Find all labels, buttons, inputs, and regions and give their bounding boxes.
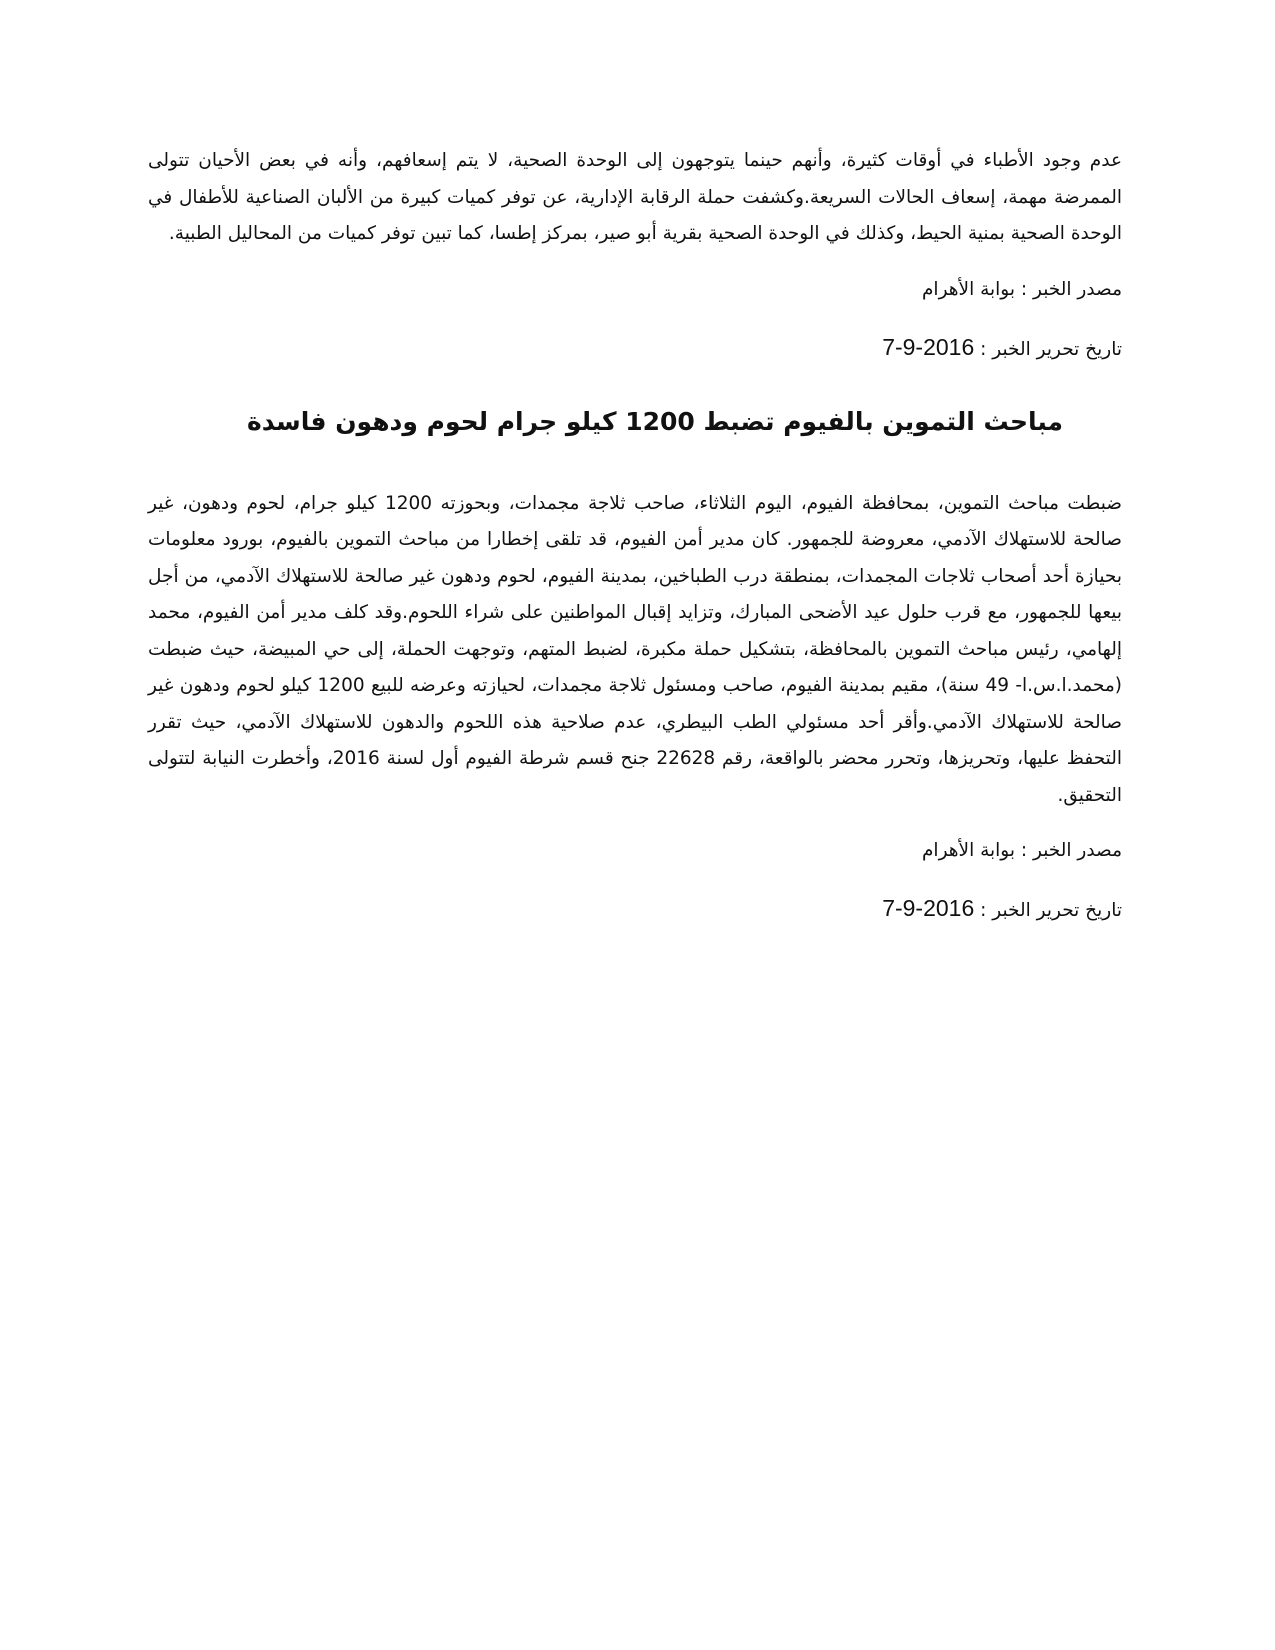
article-2-body: ضبطت مباحث التموين، بمحافظة الفيوم، اليوم الثلاثاء، صاحب ثلاجة مجمدات، وبحوزته 1200 كيلو جرام، لحوم ودهون، غير صالحة للاستهلاك الآدمي، معروضة للجمهور. كان مدير أمن الفيوم، قد تلقى إخطارا من مباحث التموين بالفيوم، بورود معلومات بحيازة أحد أصحاب ثلاجات المجمدات، بمنطقة درب الطباخين، بمدينة الفيوم، لحوم ودهون غير صالحة للاستهلاك الآدمي، من أجل بيعها للجمهور، مع قرب حلول عيد الأضحى المبارك، وتزايد إقبال المواطنين على شراء اللحوم.وقد كلف مدير أمن الفيوم، محمد إلهامي، رئيس مباحث التموين بالمحافظة، بتشكيل حملة مكبرة، لضبط المتهم، وتوجهت الحملة، إلى حي المبيضة، حيث ضبطت (محمد.ا.س.ا- 49 سنة)، مقيم بمدينة الفيوم، صاحب ومسئول ثلاجة مجمدات، لحيازته وعرضه للبيع 1200 كيلو لحوم ودهون غير صالحة للاستهلاك الآدمي.وأقر أحد مسئولي الطب البيطري، عدم صلاحية هذه اللحوم والدهون للاستهلاك الآدمي، حيث تقرر التحفظ عليها، وتحريزها، وتحرر محضر بالواقعة، رقم 22628 جنح قسم شرطة الفيوم أول لسنة 2016، وأخطرت النيابة لتتولى التحقيق. <box>148 492 1123 806</box>
article-1-date <box>148 329 1122 368</box>
article-2-headline: مباحث التموين بالفيوم تضبط 1200 كيلو جرام لحوم ودهون فاسدة <box>246 406 1064 436</box>
article-2-date-value: 7-9-2016 <box>882 895 975 921</box>
document-content <box>148 143 1122 929</box>
article-1-date-value: 7-9-2016 <box>882 333 975 360</box>
article-2-date-label: تاريخ تحرير الخبر : <box>974 900 1122 921</box>
article-1-body: عدم وجود الأطباء في أوقات كثيرة، وأنهم حينما يتوجهون إلى الوحدة الصحية، لا يتم إسعافهم، وأنه في بعض الأحيان تتولى الممرضة مهمة، إسعاف الحالات السريعة.وكشفت حملة الرقابة الإدارية، عن توفر كميات كبيرة من الألبان الصناعية للأطفال في الوحدة الصحية بمنية الحيط، وكذلك في الوحدة الصحية بقرية أبو صير، بمركز إطسا، كما تبين توفر كميات من المحاليل الطبية. <box>148 150 1122 244</box>
article-2-date <box>148 890 1122 929</box>
article-1-date-label: تاريخ تحرير الخبر : <box>974 338 1122 360</box>
article-1-source: مصدر الخبر : بوابة الأهرام <box>921 278 1122 300</box>
article-2-source: مصدر الخبر : بوابة الأهرام <box>921 840 1122 861</box>
